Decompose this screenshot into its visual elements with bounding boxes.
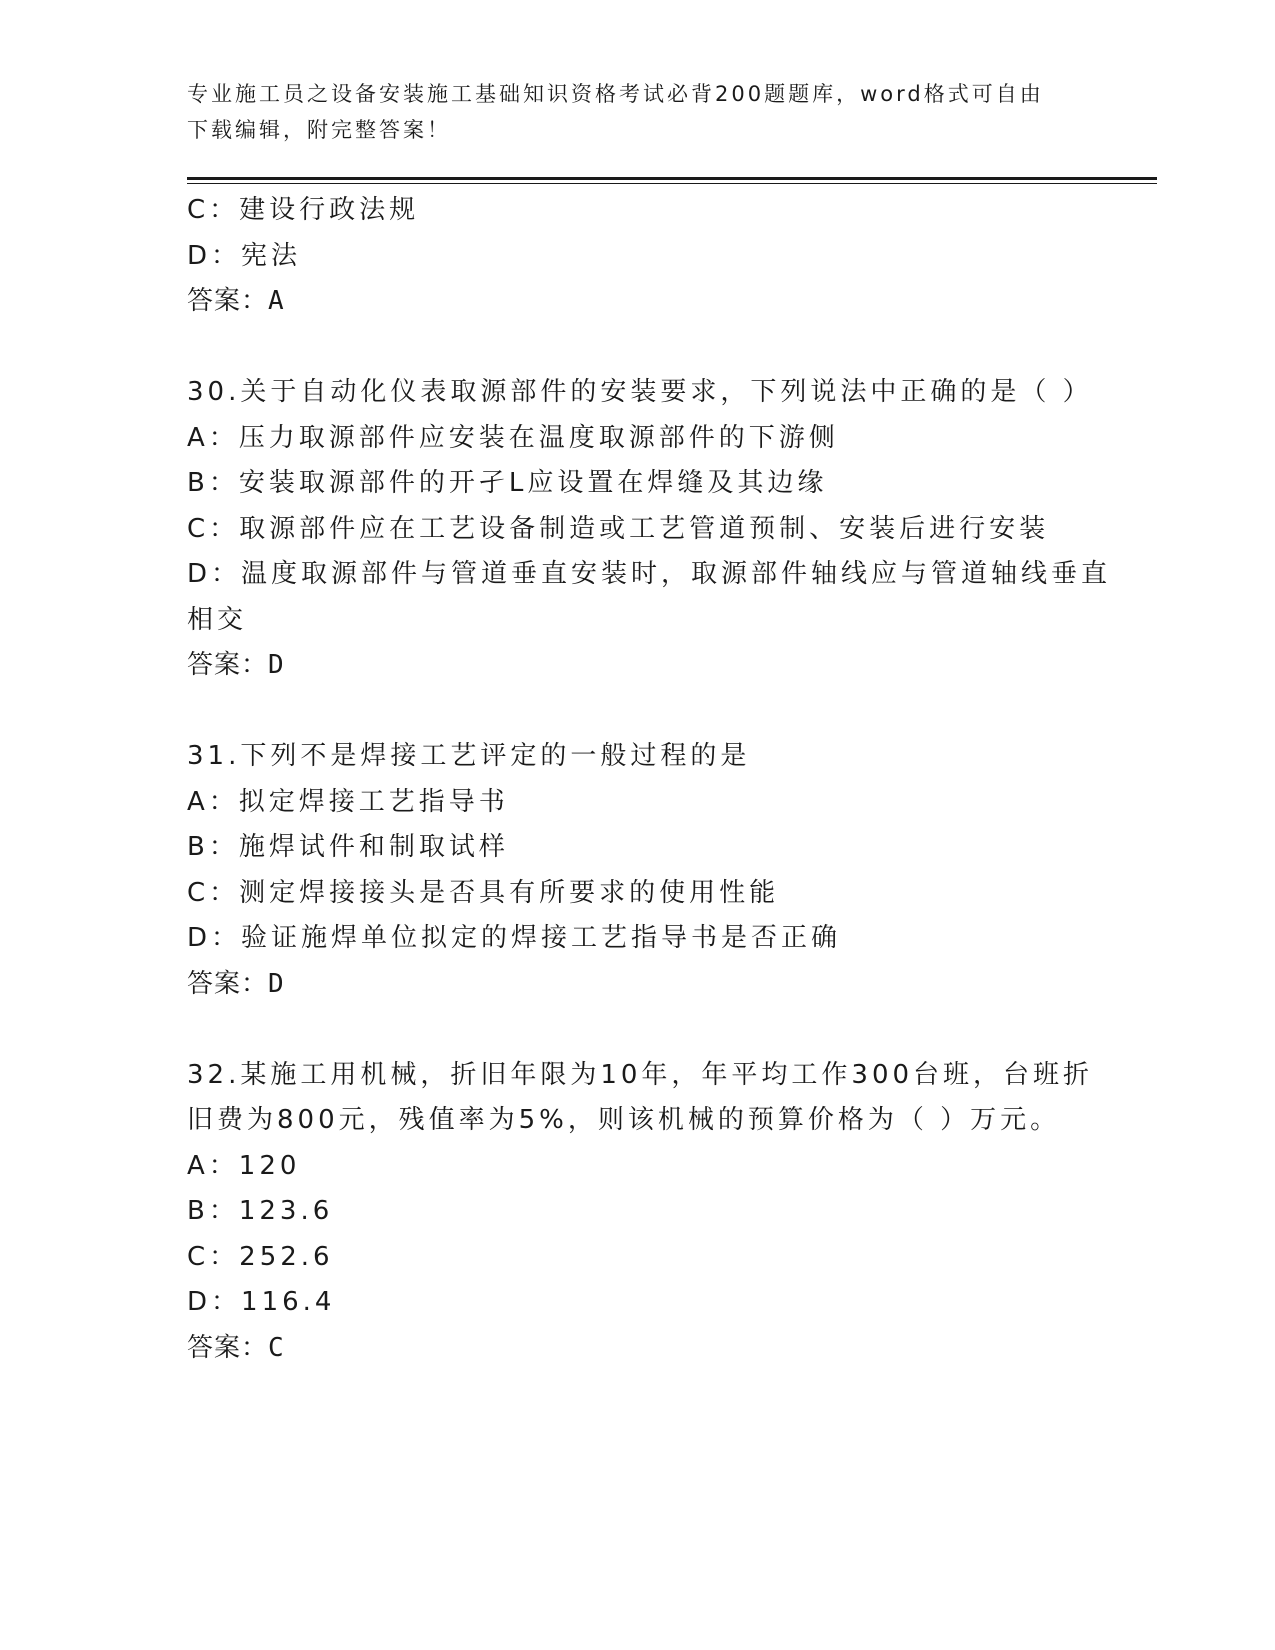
- answer-label: 答案：: [187, 650, 269, 680]
- option-c: C：建设行政法规: [187, 195, 420, 225]
- option-c: C：252.6: [187, 1241, 334, 1272]
- answer-value: D: [268, 650, 285, 680]
- answer-line: [187, 962, 1087, 1008]
- option-d: D：116.4: [187, 1287, 336, 1317]
- header-divider-thin: [187, 183, 1157, 184]
- option-a: A：拟定焊接工艺指导书: [187, 786, 509, 817]
- question-31: [187, 734, 1087, 1007]
- answer-label: 答案：: [187, 1332, 269, 1363]
- option-d: D：验证施焊单位拟定的焊接工艺指导书是否正确: [187, 923, 842, 953]
- answer-value: C: [268, 1332, 285, 1363]
- question-stem: 32.某施工用机械，折旧年限为10年，年平均工作300台班，台班折: [187, 1059, 1094, 1090]
- option-d: D：温度取源部件与管道垂直安装时，取源部件轴线应与管道轴线垂直: [187, 559, 1112, 589]
- answer-line: [187, 279, 1087, 325]
- question-stem: 31.下列不是焊接工艺评定的一般过程的是: [187, 741, 751, 771]
- answer-label: 答案：: [187, 968, 269, 999]
- question-stem-continued: 旧费为800元，残值率为5%，则该机械的预算价格为（ ）万元。: [187, 1105, 1061, 1135]
- answer-line: [187, 1326, 1087, 1372]
- option-c: C：测定焊接接头是否具有所要求的使用性能: [187, 877, 780, 908]
- answer-value: D: [268, 968, 285, 999]
- option-a: A：压力取源部件应安装在温度取源部件的下游侧: [187, 422, 839, 453]
- header-divider-thick: [187, 177, 1157, 180]
- header-line-1: 专业施工员之设备安装施工基础知识资格考试必背200题题库，word格式可自由: [187, 82, 1044, 106]
- option-b: B：施焊试件和制取试样: [187, 832, 509, 862]
- question-list: [187, 188, 1112, 1371]
- answer-line: [187, 643, 1087, 689]
- answer-value: A: [268, 286, 285, 316]
- question-stem: 30.关于自动化仪表取源部件的安装要求，下列说法中正确的是（ ）: [187, 377, 1093, 407]
- option-d-continued: 相交: [187, 604, 248, 635]
- option-b: B：安装取源部件的开孑L应设置在焊缝及其边缘: [187, 468, 828, 498]
- question-30: [187, 370, 1112, 689]
- option-b: B：123.6: [187, 1196, 334, 1226]
- header-line-2: 下载编辑，附完整答案！: [187, 118, 451, 142]
- answer-label: 答案：: [187, 286, 269, 316]
- question-32: [187, 1053, 1094, 1372]
- prev-question-block: [187, 188, 1087, 325]
- option-d: D：宪法: [187, 240, 302, 271]
- document-header: [187, 76, 1067, 148]
- option-c: C：取源部件应在工艺设备制造或工艺管道预制、安装后进行安装: [187, 513, 1050, 544]
- option-a: A：120: [187, 1150, 301, 1181]
